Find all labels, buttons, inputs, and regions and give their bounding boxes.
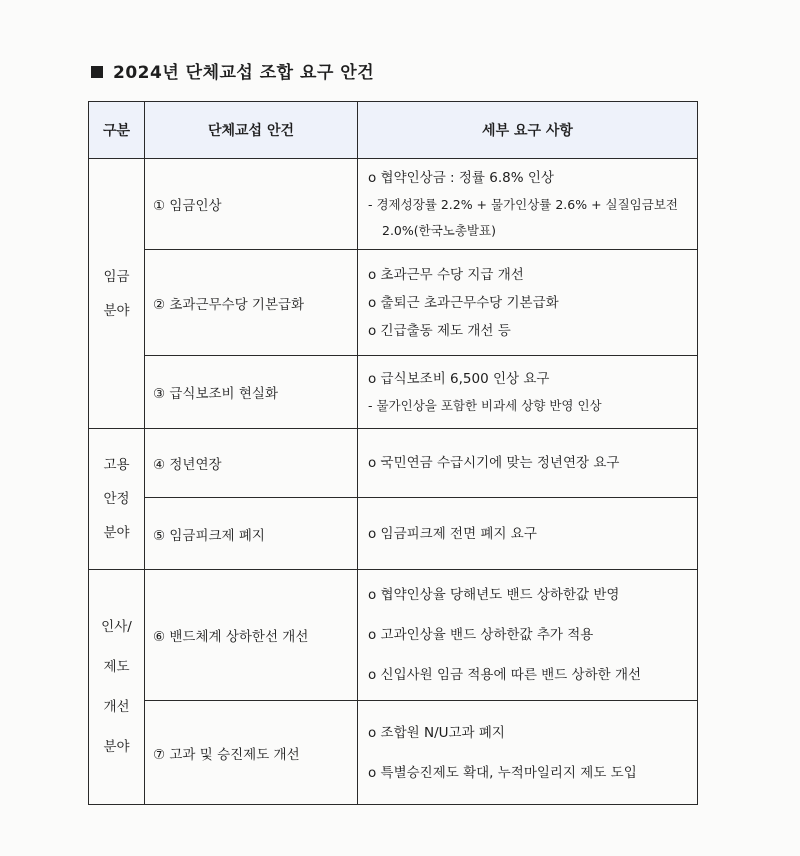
detail-line: o 협약인상율 당해년도 밴드 상하한값 반영 [368, 587, 620, 603]
detail-subline: - 물가인상을 포함한 비과세 상향 반영 인상 [368, 398, 602, 413]
detail-line: o 임금피크제 전면 폐지 요구 [368, 525, 537, 542]
detail-line: o 고과인상율 밴드 상하한값 추가 적용 [368, 627, 594, 643]
detail-line: o 신입사원 임금 적용에 따른 밴드 상하한 개선 [368, 667, 642, 683]
item-cell: ⑦ 고과 및 승진제도 개선 [145, 701, 358, 805]
title-text: 2024년 단체교섭 조합 요구 안건 [113, 63, 375, 83]
table-row [89, 701, 698, 805]
detail-line: o 긴급출동 제도 개선 등 [368, 322, 511, 339]
detail-line: o 특별승진제도 확대, 누적마일리지 제도 도입 [368, 764, 637, 781]
item-cell: ① 임금인상 [145, 159, 358, 250]
category-line: 분야 [103, 739, 130, 755]
table-row [89, 159, 698, 250]
detail-cell [358, 570, 698, 701]
category-line: 고용 [103, 457, 130, 473]
category-line: 임금 [103, 268, 130, 285]
header-category: 구분 [89, 102, 145, 159]
detail-cell [358, 159, 698, 250]
category-line: 인사/ [101, 619, 132, 635]
detail-line: o 조합원 N/U고과 폐지 [368, 724, 505, 741]
square-bullet-icon [91, 66, 103, 78]
item-cell: ③ 급식보조비 현실화 [145, 356, 358, 429]
table-row [89, 250, 698, 356]
category-line: 안정 [103, 491, 130, 507]
detail-cell [358, 701, 698, 805]
detail-cell [358, 356, 698, 429]
item-cell: ④ 정년연장 [145, 429, 358, 498]
item-cell: ⑤ 임금피크제 폐지 [145, 498, 358, 570]
detail-cell [358, 498, 698, 570]
document-title [91, 58, 374, 83]
detail-line: o 급식보조비 6,500 인상 요구 [368, 371, 550, 387]
table-header-row [89, 102, 698, 159]
header-detail: 세부 요구 사항 [358, 102, 698, 159]
table-row [89, 498, 698, 570]
detail-subline: - 경제성장률 2.2% + 물가인상률 2.6% + 실질임금보전 [368, 197, 678, 212]
table-row [89, 570, 698, 701]
detail-cell [358, 429, 698, 498]
item-cell: ② 초과근무수당 기본급화 [145, 250, 358, 356]
detail-subline: 2.0%(한국노총발표) [382, 223, 496, 238]
detail-line: o 국민연금 수급시기에 맞는 정년연장 요구 [368, 455, 620, 471]
category-line: 제도 [103, 659, 130, 675]
category-line: 개선 [103, 699, 130, 715]
header-item: 단체교섭 안건 [145, 102, 358, 159]
detail-line: o 협약인상금 : 정률 6.8% 인상 [368, 170, 554, 186]
detail-line: o 초과근무 수당 지급 개선 [368, 266, 524, 283]
table-row [89, 356, 698, 429]
category-cell-hr [89, 570, 145, 805]
demands-table [88, 101, 698, 805]
item-cell: ⑥ 밴드체계 상하한선 개선 [145, 570, 358, 701]
category-cell-wage [89, 159, 145, 429]
category-line: 분야 [103, 302, 130, 319]
detail-cell [358, 250, 698, 356]
category-line: 분야 [103, 525, 130, 541]
detail-line: o 출퇴근 초과근무수당 기본급화 [368, 294, 559, 311]
table-row [89, 429, 698, 498]
category-cell-employment [89, 429, 145, 570]
